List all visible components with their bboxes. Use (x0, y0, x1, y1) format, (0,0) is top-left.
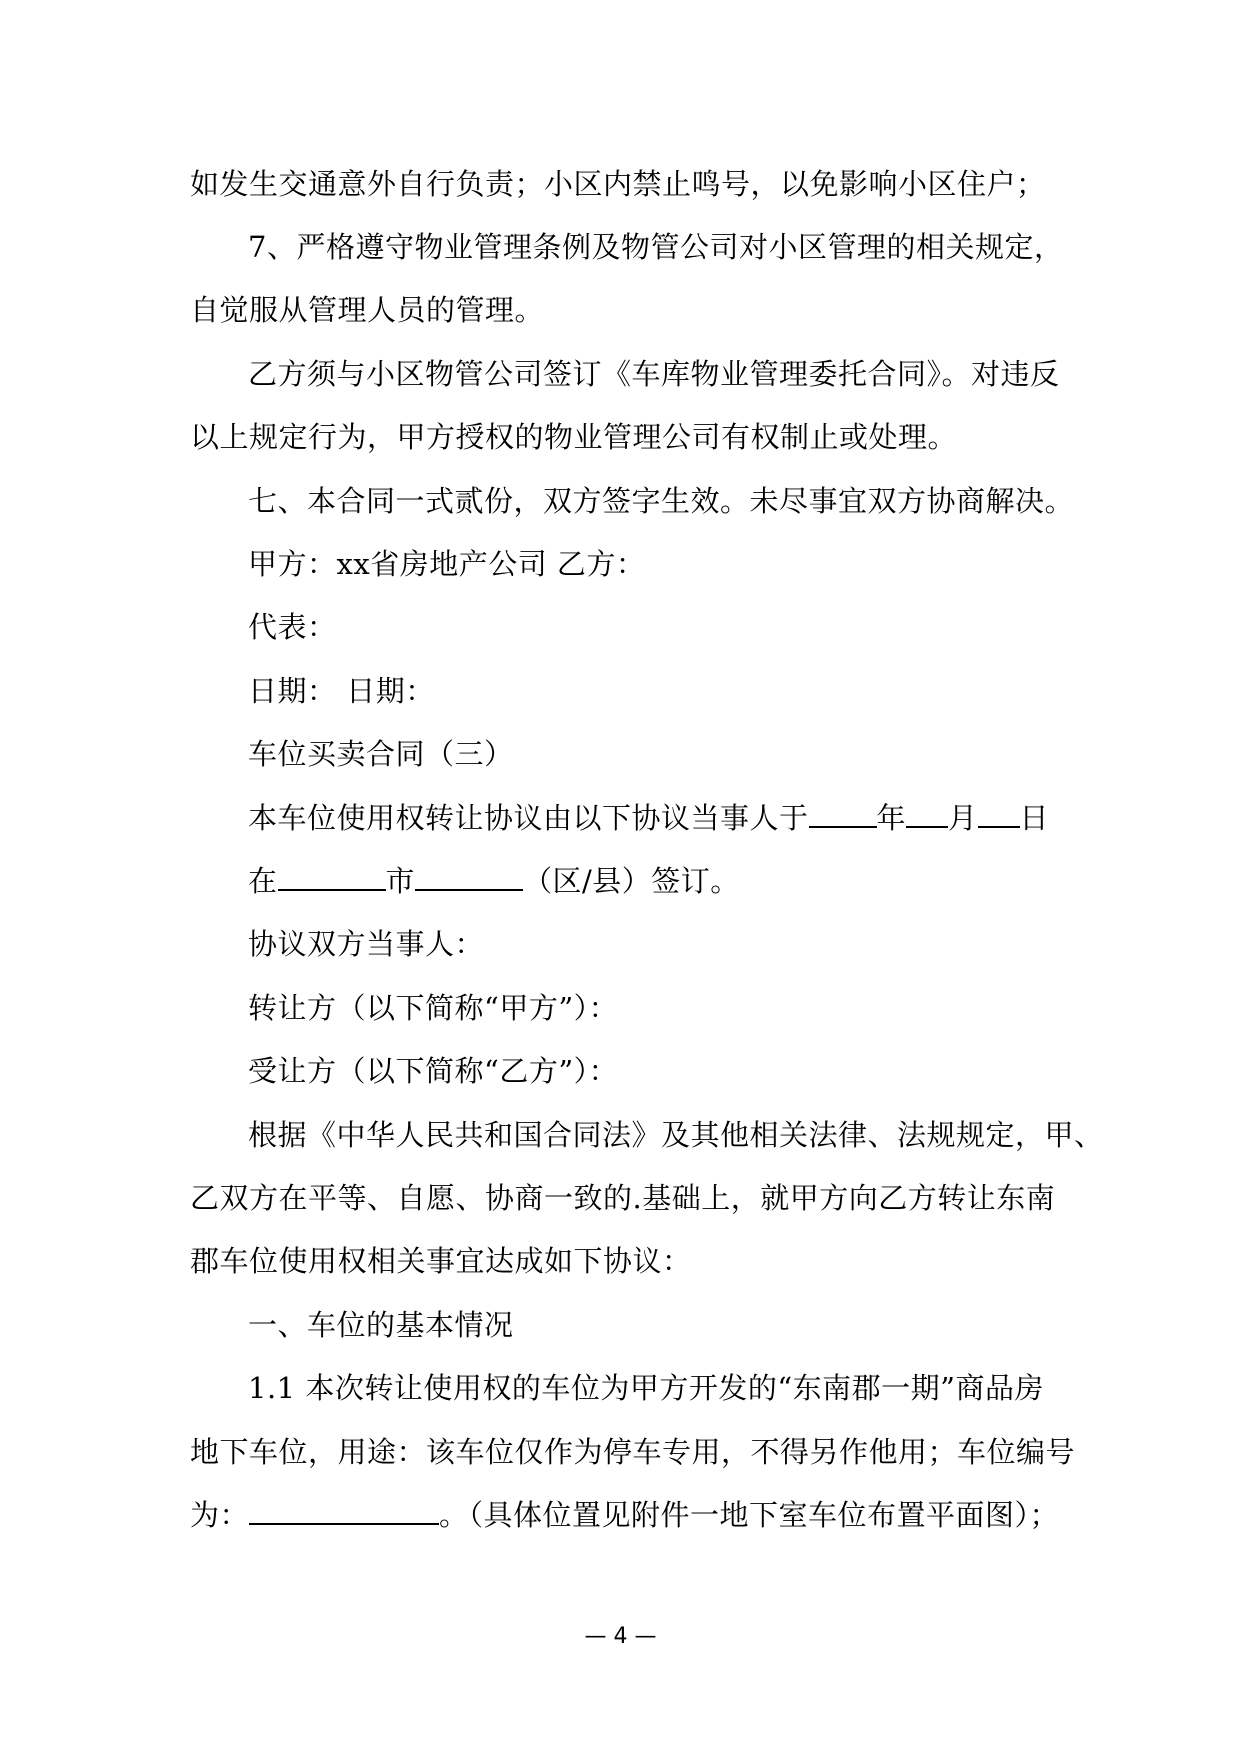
blank-year (809, 800, 877, 828)
text-line: 协议双方当事人： (248, 927, 485, 961)
blank-city (278, 863, 386, 891)
text-segment: 日 (1019, 801, 1050, 835)
agreement-date-line (248, 800, 1049, 836)
text-segment: 在 (248, 864, 278, 898)
text-segment: 。（具体位置见附件一地下室车位布置平面图）； (439, 1498, 1060, 1532)
text-line: 地下车位，用途：该车位仅作为停车专用，不得另作他用；车位编号 (190, 1435, 1076, 1469)
text-line: 乙方须与小区物管公司签订《车库物业管理委托合同》。对违反 (248, 357, 1060, 391)
text-line: 郡车位使用权相关事宜达成如下协议： (190, 1244, 692, 1278)
text-line: 七、本合同一式贰份，双方签字生效。未尽事宜双方协商解决。 (248, 484, 1075, 518)
text-segment: 为： (190, 1498, 250, 1532)
blank-month (906, 800, 948, 828)
transferor-line: 转让方（以下简称“甲方”）： (248, 991, 619, 1025)
agreement-place-line (248, 863, 740, 899)
text-line: 乙双方在平等、自愿、协商一致的.基础上，就甲方向乙方转让东南 (190, 1181, 1056, 1215)
blank-parking-number (249, 1497, 439, 1525)
text-segment: 月 (948, 801, 978, 835)
text-line: 1.1 本次转让使用权的车位为甲方开发的“东南郡一期”商品房 (248, 1371, 1044, 1405)
parking-number-line (190, 1497, 1059, 1533)
transferee-line: 受让方（以下简称“乙方”）： (248, 1054, 619, 1088)
section-title: 车位买卖合同（三） (248, 737, 514, 771)
text-line: 如发生交通意外自行负责；小区内禁止鸣号，以免影响小区住户； (190, 167, 1046, 201)
blank-day (978, 800, 1020, 828)
text-line: 根据《中华人民共和国合同法》及其他相关法律、法规规定，甲、 (248, 1118, 1104, 1152)
section-heading: 一、车位的基本情况 (248, 1308, 514, 1342)
date-line: 日期： 日期： (248, 674, 435, 708)
text-segment: 年 (876, 801, 907, 835)
page-number: — 4 — (584, 1624, 657, 1649)
representative-line: 代表： (248, 610, 337, 644)
text-line: 以上规定行为，甲方授权的物业管理公司有权制止或处理。 (190, 420, 958, 454)
text-segment: （区/县）签订。 (523, 864, 740, 898)
text-segment: 市 (385, 864, 416, 898)
text-segment: 本车位使用权转让协议由以下协议当事人于 (248, 801, 809, 835)
blank-district (415, 863, 523, 891)
text-line: 自觉服从管理人员的管理。 (190, 293, 545, 327)
text-line: 7、严格遵守物业管理条例及物管公司对小区管理的相关规定， (248, 230, 1064, 264)
signature-parties-line: 甲方：xx省房地产公司 乙方： (248, 547, 646, 581)
